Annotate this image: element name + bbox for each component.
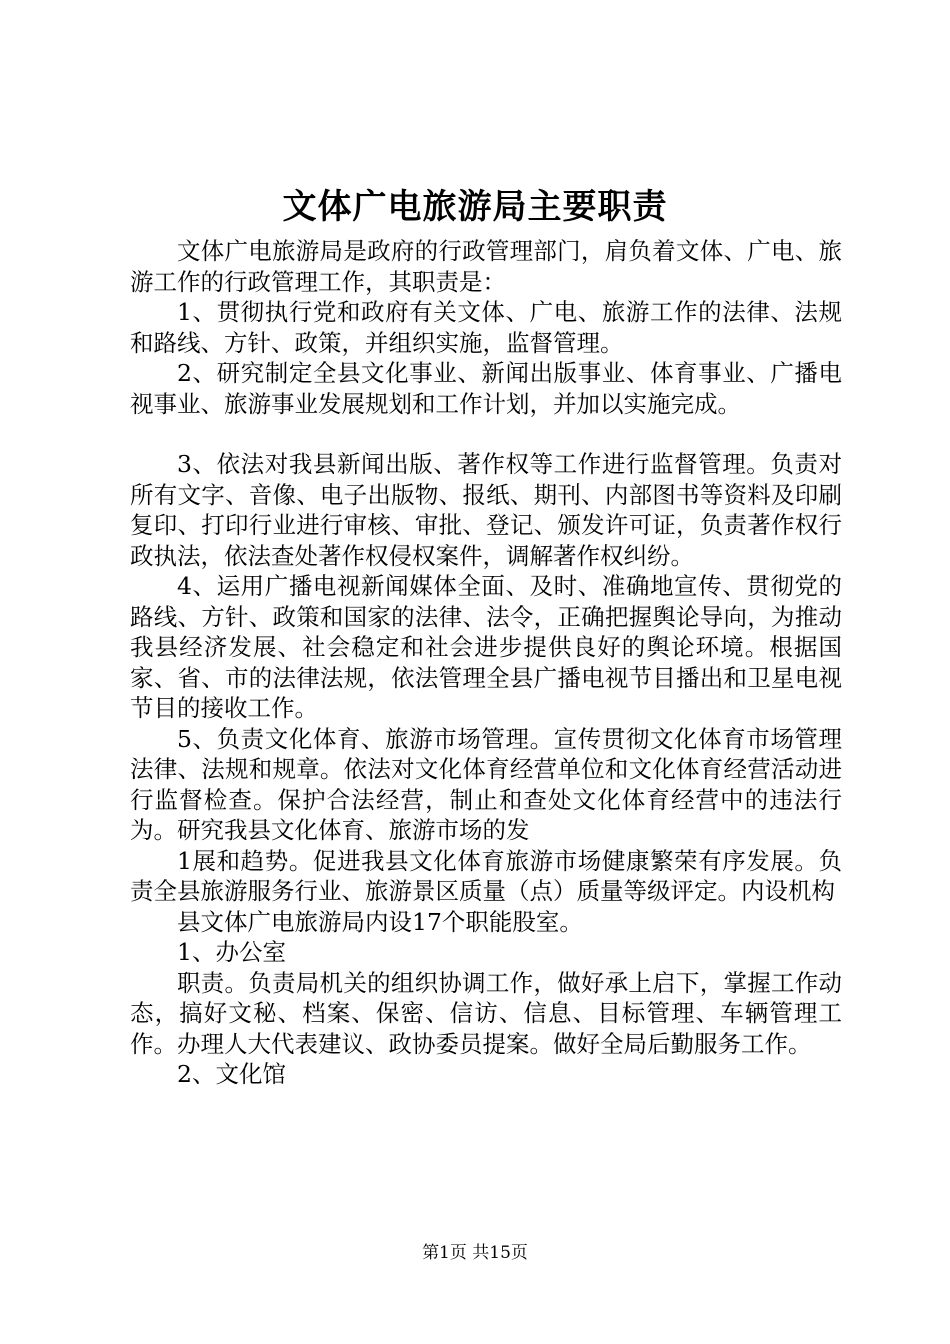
section-heading-cultural-center: 2、文化馆 xyxy=(177,1060,286,1088)
paragraph-duty-5-continued: 1展和趋势。促进我县文化体育旅游市场健康繁荣有序发展。负责全县旅游服务行业、旅游景区质量（点）质量等级评定。内设机构 xyxy=(130,846,842,905)
page-footer: 第1页 共15页 xyxy=(422,1243,528,1263)
paragraph-intro: 文体广电旅游局是政府的行政管理部门，肩负着文体、广电、旅游工作的行政管理工作，其职责是： xyxy=(130,237,842,296)
paragraph-duty-2: 2、研究制定全县文化事业、新闻出版事业、体育事业、广播电视事业、旅游事业发展规划和工作计划，并加以实施完成。 xyxy=(130,359,842,418)
paragraph-duty-3: 3、依法对我县新闻出版、著作权等工作进行监督管理。负责对所有文字、音像、电子出版物、报纸、期刊、内部图书等资料及印刷复印、打印行业进行审核、审批、登记、颁发许可证，负责著作权行政执法，依法查处著作权侵权案件，调解著作权纠纷。 xyxy=(130,450,842,570)
paragraph-duty-4: 4、运用广播电视新闻媒体全面、及时、准确地宣传、贯彻党的路线、方针、政策和国家的法律、法令，正确把握舆论导向，为推动我县经济发展、社会稳定和社会进步提供良好的舆论环境。根据国家、省、市的法律法规，依法管理全县广播电视节目播出和卫星电视节目的接收工作。 xyxy=(130,572,842,722)
document-title: 文体广电旅游局主要职责 xyxy=(282,187,668,227)
paragraph-office-duties: 职责。负责局机关的组织协调工作，做好承上启下，掌握工作动态，搞好文秘、档案、保密、信访、信息、目标管理、车辆管理工作。办理人大代表建议、政协委员提案。做好全局后勤服务工作。 xyxy=(130,968,842,1058)
document-body xyxy=(130,236,842,1090)
paragraph-departments: 县文体广电旅游局内设17个职能股室。 xyxy=(177,907,583,936)
paragraph-duty-5: 5、负责文化体育、旅游市场管理。宣传贯彻文化体育市场管理法律、法规和规章。依法对文化体育经营单位和文化体育经营活动进行监督检查。保护合法经营，制止和查处文化体育经营中的违法行为。研究我县文化体育、旅游市场的发 xyxy=(130,724,842,844)
paragraph-duty-1: 1、贯彻执行党和政府有关文体、广电、旅游工作的法律、法规和路线、方针、政策，并组织实施，监督管理。 xyxy=(130,298,842,357)
section-heading-office: 1、办公室 xyxy=(177,938,286,966)
